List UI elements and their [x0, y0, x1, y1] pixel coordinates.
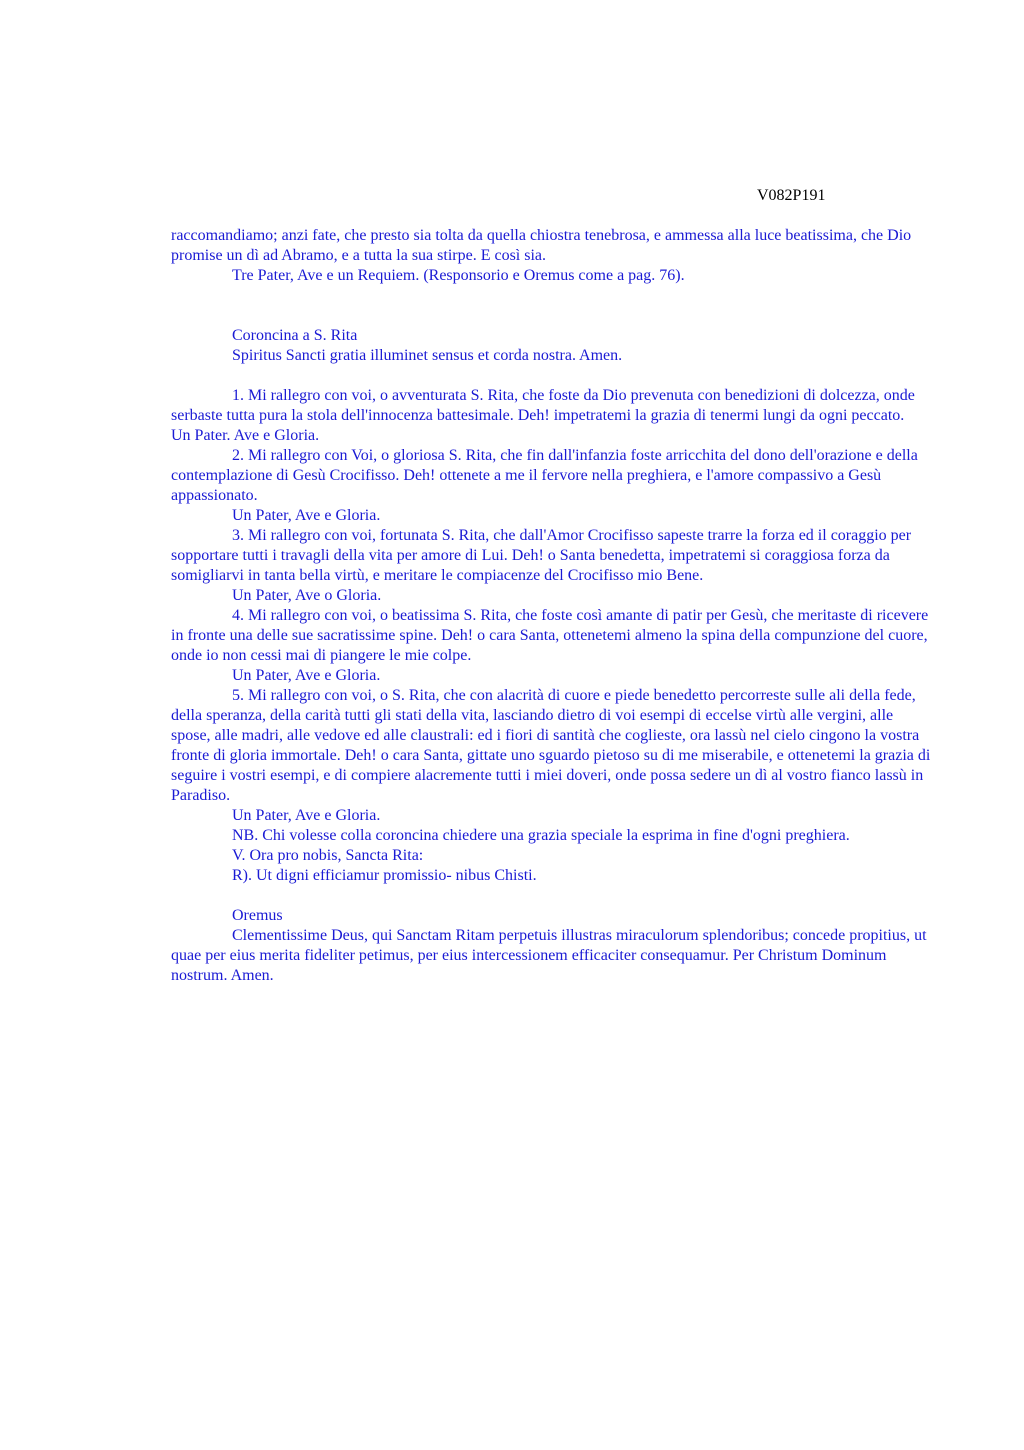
oremus-prayer: Clementissime Deus, qui Sanctam Ritam perpetuis illustras miraculorum splendoribus; concede propitius, ut quae per eius merita fideliter petimus, per eius intercessionem efficaciter consequamur. Per Christum Dominum nostrum. Amen.	[171, 927, 927, 984]
continuation-instruction: Tre Pater, Ave e un Requiem. (Responsorio e Oremus come a pag. 76).	[232, 267, 685, 284]
prayer-2-response: Un Pater, Ave e Gloria.	[232, 507, 381, 524]
document-body	[171, 226, 931, 986]
prayer-5: 5. Mi rallegro con voi, o S. Rita, che con alacrità di cuore e piede benedetto percorreste sulle ali della fede, della speranza, della carità tutti gli stati della vita, lasciando dietro di voi esempi di eccelse virtù alle vergini, alle spose, alle madri, alle vedove ed alle claustrali: ed i fiori di santità che coglieste, ora lassù nel cielo cingono la vostra fronte di gloria immortale. Deh! o cara Santa, gittate uno sguardo pietoso su di me miserabile, e ottenetemi la grazia di seguire i vostri esempi, e di compiere alacremente tutti i miei doveri, onde possa sedere un dì al vostro fianco lassù in Paradiso.	[171, 687, 931, 804]
prayer-4-response: Un Pater, Ave e Gloria.	[232, 667, 381, 684]
continuation-paragraph: raccomandiamo; anzi fate, che presto sia tolta da quella chiostra tenebrosa, e ammessa alla luce beatissima, che Dio promise un dì ad Abramo, e a tutta la sua stirpe. E così sia.	[171, 227, 912, 264]
page-identifier: V082P191	[757, 187, 826, 204]
coroncina-note: NB. Chi volesse colla coroncina chiedere una grazia speciale la esprima in fine d'ogni preghiera.	[232, 827, 850, 844]
spacer	[171, 886, 931, 906]
spacer	[171, 366, 931, 386]
prayer-1-response: Un Pater. Ave e Gloria.	[171, 427, 320, 444]
prayer-3-response: Un Pater, Ave o Gloria.	[232, 587, 382, 604]
prayer-5-response: Un Pater, Ave e Gloria.	[232, 807, 381, 824]
spacer	[171, 286, 931, 326]
coroncina-invocation: Spiritus Sancti gratia illuminet sensus et corda nostra. Amen.	[232, 347, 623, 364]
coroncina-title: Coroncina a S. Rita	[232, 327, 358, 344]
oremus-title: Oremus	[232, 907, 283, 924]
prayer-4: 4. Mi rallegro con voi, o beatissima S. Rita, che foste così amante di patir per Gesù, che meritaste di ricevere in fronte una delle sue sacratissime spine. Deh! o cara Santa, ottenetemi almeno la spina della compunzione del cuore, onde io non cessi mai di piangere le mie colpe.	[171, 607, 929, 664]
prayer-1: 1. Mi rallegro con voi, o avventurata S. Rita, che foste da Dio prevenuta con benedizioni di dolcezza, onde serbaste tutta pura la stola dell'innocenza battesimale. Deh! impetratemi la grazia di tenermi lungi da ogni peccato.	[171, 387, 915, 424]
versicle-response: R). Ut digni efficiamur promissio- nibus Chisti.	[232, 867, 537, 884]
versicle: V. Ora pro nobis, Sancta Rita:	[232, 847, 424, 864]
prayer-3: 3. Mi rallegro con voi, fortunata S. Rita, che dall'Amor Crocifisso sapeste trarre la forza ed il coraggio per sopportare tutti i travagli della vita per amore di Lui. Deh! o Santa benedetta, impetratemi si coraggiosa forza da somigliarvi in tanta bella virtù, e meritare le compiacenze del Crocifisso mio Bene.	[171, 527, 912, 584]
prayer-2: 2. Mi rallegro con Voi, o gloriosa S. Rita, che fin dall'infanzia foste arricchita del dono dell'orazione e della contemplazione di Gesù Crocifisso. Deh! ottenete a me il fervore nella preghiera, e l'amore compassivo a Gesù appassionato.	[171, 447, 918, 504]
